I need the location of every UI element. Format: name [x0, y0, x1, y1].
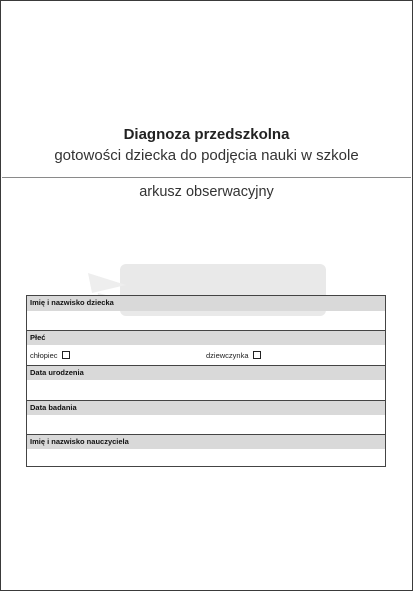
field-header-birth-date [27, 365, 385, 380]
checkbox-boy[interactable] [62, 351, 70, 359]
document-subtitle: gotowości dziecka do podjęcia nauki w szkole [54, 147, 359, 164]
document-title: Diagnoza przedszkolna [123, 126, 290, 143]
field-label-gender: Płeć [30, 333, 46, 342]
field-label-child-name: Imię i nazwisko dziecka [30, 298, 114, 307]
observation-form [26, 295, 386, 467]
field-label-birth-date: Data urodzenia [30, 368, 84, 377]
field-label-exam-date: Data badania [30, 403, 77, 412]
field-header-teacher-name [27, 434, 385, 449]
gender-option-girl[interactable] [206, 351, 261, 360]
gender-option-boy[interactable] [30, 351, 70, 360]
gender-option-boy-label: chłopiec [30, 351, 58, 360]
divider [2, 177, 411, 178]
field-label-teacher-name: Imię i nazwisko nauczyciela [30, 437, 129, 446]
gender-option-girl-label: dziewczynka [206, 351, 249, 360]
field-header-gender [27, 330, 385, 345]
field-header-child-name [27, 296, 385, 311]
sheet-label: arkusz obserwacyjny [139, 184, 274, 200]
checkbox-girl[interactable] [253, 351, 261, 359]
field-header-exam-date [27, 400, 385, 415]
